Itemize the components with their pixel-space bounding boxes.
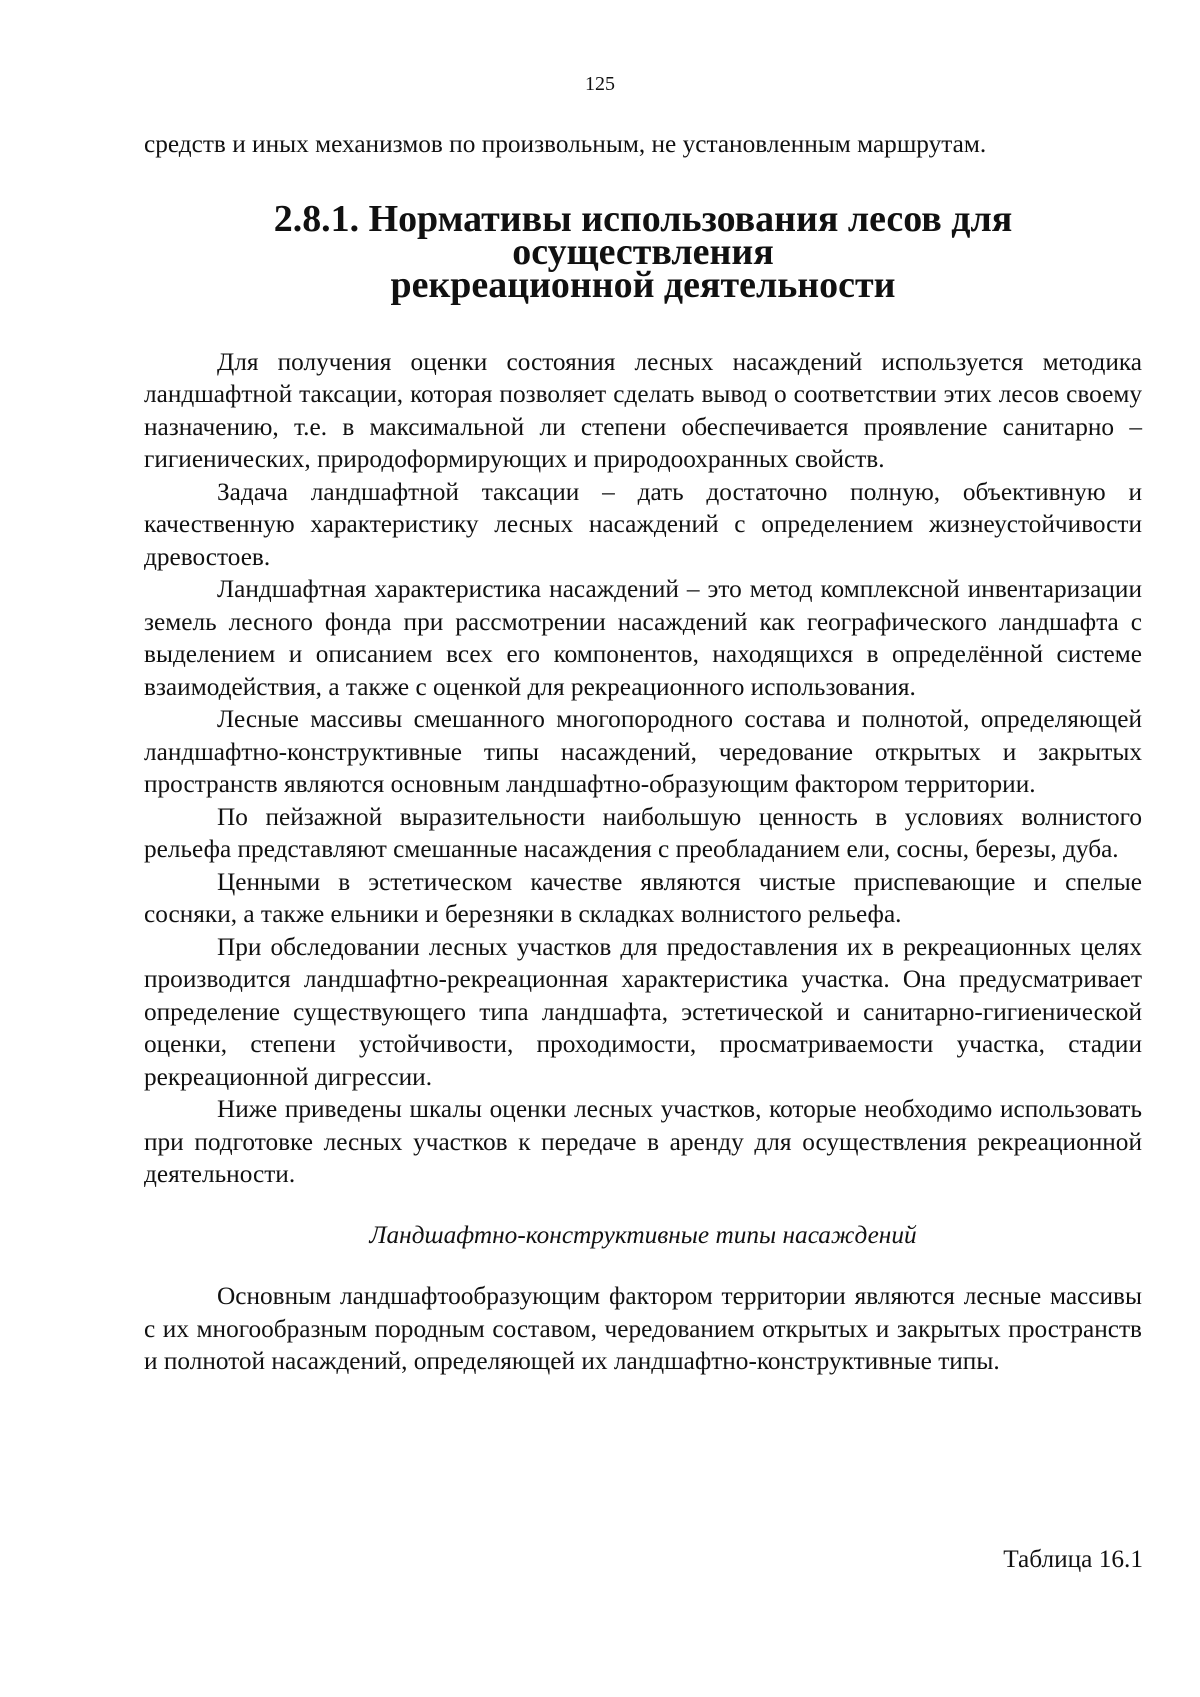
paragraph-mixed-forests: Лесные массивы смешанного многопородного состава и полнотой, определяющей ландшафтно-конструктивные типы насаждений, чередование открытых и закрытых пространств являются основным ландшафтно-образующим фактором территории.: [144, 705, 1142, 798]
section-heading-line-1: 2.8.1. Нормативы использования лесов для осуществления: [273, 197, 1013, 273]
paragraph-landscape-forming-factor: Основным ландшафтообразующим фактором территории являются лесные массивы с их многообразным породным составом, чередованием открытых и закрытых пространств и полнотой насаждений, определяющей их ландшафтно-конструктивные типы.: [144, 1282, 1142, 1375]
paragraph-assessment-scales: Ниже приведены шкалы оценки лесных участков, которые необходимо использовать при подготовке лесных участков к передаче в аренду для осуществления рекреационной деятельности.: [144, 1095, 1142, 1188]
paragraph-scenic-value: По пейзажной выразительности наибольшую ценность в условиях волнистого рельефа представляют смешанные насаждения с преобладанием ели, сосны, березы, дуба.: [144, 802, 1142, 863]
page-number: 125: [585, 73, 615, 95]
section-heading-line-2: рекреационной деятельности: [390, 263, 896, 306]
section-heading: [144, 197, 1142, 306]
paragraph-landscape-characteristic: Ландшафтная характеристика насаждений – это метод комплексной инвентаризации земель лесного фонда при рассмотрении насаждений как географического ландшафта с выделением и описанием всех его компонентов, находящихся в определённой системе взаимодействия, а также с оценкой для рекреационного использования.: [144, 575, 1142, 701]
table-caption: Таблица 16.1: [1003, 1545, 1143, 1573]
subsection-heading: Ландшафтно-конструктивные типы насаждений: [369, 1220, 917, 1249]
paragraph-survey: При обследовании лесных участков для предоставления их в рекреационных целях производится ландшафтно-рекреационная характеристика участка. Она предусматривает определение существующего типа ландшафта, эстетической и санитарно-гигиенической оценки, степени устойчивости, проходимости, просматриваемости участка, стадии рекреационной дигрессии.: [144, 932, 1142, 1091]
paragraph-aesthetic-quality: Ценными в эстетическом качестве являются чистые приспевающие и спелые сосняки, а также ельники и березняки в складках волнистого рельефа.: [144, 867, 1142, 928]
paragraph-landscape-taxation-method: Для получения оценки состояния лесных насаждений используется методика ландшафтной таксации, которая позволяет сделать вывод о соответствии этих лесов своему назначению, т.е. в максимальной ли степени обеспечивается проявление санитарно – гигиенических, природоформирующих и природоохранных свойств.: [144, 347, 1142, 473]
body-paragraphs: [144, 346, 1142, 1191]
page-content: [144, 128, 1142, 1378]
paragraph-taxation-task: Задача ландшафтной таксации – дать достаточно полную, объективную и качественную характеристику лесных насаждений с определением жизнеустойчивости древостоев.: [144, 477, 1142, 571]
continuation-line: средств и иных механизмов по произвольным, не установленным маршрутам.: [144, 130, 987, 158]
